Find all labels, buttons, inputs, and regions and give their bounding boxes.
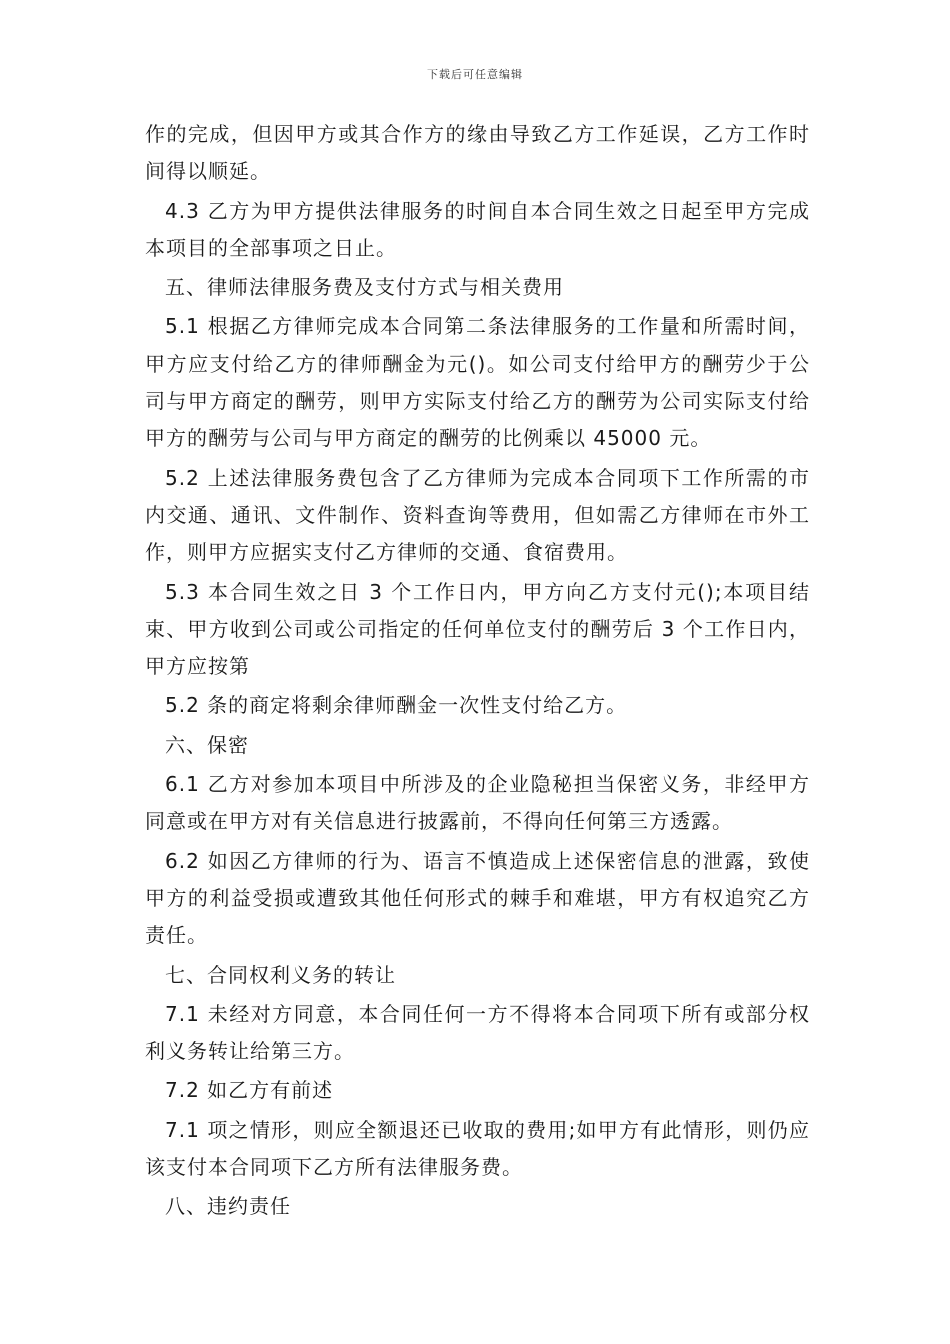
paragraph-6-2: 6.2 如因乙方律师的行为、语言不慎造成上述保密信息的泄露，致使甲方的利益受损或遭致其他任何形式的棘手和难堪，甲方有权追究乙方责任。 xyxy=(145,848,810,948)
paragraph-4-3: 4.3 乙方为甲方提供法律服务的时间自本合同生效之日起至甲方完成本项目的全部事项之日止。 xyxy=(145,198,810,260)
section-heading-8: 八、违约责任 xyxy=(165,1194,291,1219)
paragraph-5-3: 5.3 本合同生效之日 3 个工作日内，甲方向乙方支付元();本项目结束、甲方收到公司或公司指定的任何单位支付的酬劳后 3 个工作日内，甲方应按第 xyxy=(145,579,810,679)
paragraph-7-1: 7.1 未经对方同意，本合同任何一方不得将本合同项下所有或部分权利义务转让给第三方。 xyxy=(145,1001,810,1064)
section-heading-5: 五、律师法律服务费及支付方式与相关费用 xyxy=(165,275,564,300)
document-body xyxy=(145,116,810,1228)
paragraph-5-1: 5.1 根据乙方律师完成本合同第二条法律服务的工作量和所需时间，甲方应支付给乙方的律师酬金为元()。如公司支付给甲方的酬劳少于公司与甲方商定的酬劳，则甲方实际支付给乙方的酬劳为公司实际支付给甲方的酬劳与公司与甲方商定的酬劳的比例乘以 45000 元。 xyxy=(145,314,810,451)
paragraph-6-1: 6.1 乙方对参加本项目中所涉及的企业隐秘担当保密义务，非经甲方同意或在甲方对有关信息进行披露前，不得向任何第三方透露。 xyxy=(145,772,810,834)
paragraph-5-2-reference: 5.2 条的商定将剩余律师酬金一次性支付给乙方。 xyxy=(165,693,628,718)
paragraph-7-1-reference: 7.1 项之情形，则应全额退还已收取的费用;如甲方有此情形，则仍应该支付本合同项下乙方所有法律服务费。 xyxy=(145,1117,810,1180)
section-heading-6: 六、保密 xyxy=(165,732,249,757)
paragraph-5-2: 5.2 上述法律服务费包含了乙方律师为完成本合同项下工作所需的市内交通、通讯、文件制作、资料查询等费用，但如需乙方律师在市外工作，则甲方应据实支付乙方律师的交通、食宿费用。 xyxy=(145,465,810,565)
section-heading-7: 七、合同权利义务的转让 xyxy=(165,962,396,987)
paragraph-7-2: 7.2 如乙方有前述 xyxy=(165,1078,334,1103)
paragraph-continuation: 作的完成，但因甲方或其合作方的缘由导致乙方工作延误，乙方工作时间得以顺延。 xyxy=(145,122,810,184)
page-header-note: 下载后可任意编辑 xyxy=(427,68,523,81)
